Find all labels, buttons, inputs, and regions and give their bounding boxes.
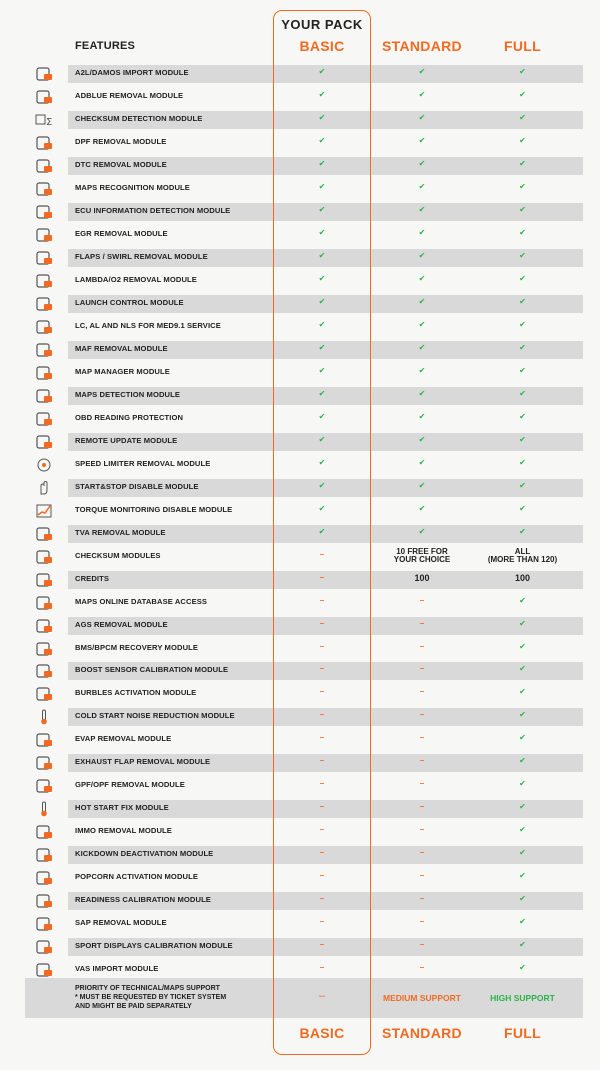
gpf-icon <box>33 777 55 795</box>
basic-value: ✔ <box>318 411 326 421</box>
basic-value: – <box>319 894 325 904</box>
table-row <box>0 110 600 130</box>
exhaust-icon <box>33 754 55 772</box>
basic-value: – <box>319 618 325 628</box>
evap-icon <box>33 731 55 749</box>
feature-name: VAS IMPORT MODULE <box>75 964 159 974</box>
table-row <box>0 570 600 590</box>
full-value: ✔ <box>519 434 526 444</box>
table-row <box>0 914 600 934</box>
feature-name: LC, AL AND NLS FOR MED9.1 SERVICE <box>75 320 221 330</box>
maf-icon <box>33 341 55 359</box>
full-value: 100 <box>514 572 531 583</box>
table-row <box>0 730 600 750</box>
feature-name: REMOTE UPDATE MODULE <box>75 435 178 445</box>
basic-value: – <box>319 687 325 697</box>
full-value: ✔ <box>519 388 526 398</box>
table-row <box>0 868 600 888</box>
feature-name: LAMBDA/O2 REMOVAL MODULE <box>75 274 197 284</box>
full-value: ✔ <box>519 365 526 375</box>
basic-value: ✔ <box>318 89 326 99</box>
support-line: AND MIGHT BE PAID SEPARATELY <box>75 1003 192 1010</box>
table-row <box>0 133 600 153</box>
table-row <box>0 202 600 222</box>
full-value: ✔ <box>519 67 526 76</box>
table-row <box>0 340 600 360</box>
basic-value: – <box>319 549 325 559</box>
basic-value: – <box>319 595 325 605</box>
support-row <box>0 978 600 1018</box>
full-value: ✔ <box>519 641 526 651</box>
standard-value: ✔ <box>418 365 426 375</box>
support-full-value: HIGH SUPPORT <box>490 993 555 1003</box>
basic-value: ✔ <box>318 434 326 444</box>
basic-value: ✔ <box>318 526 326 536</box>
basic-value: ✔ <box>318 388 326 398</box>
table-row <box>0 707 600 727</box>
kickdown-icon <box>33 846 55 864</box>
table-row <box>0 248 600 268</box>
table-row <box>0 937 600 957</box>
basic-value: ✔ <box>318 480 326 490</box>
feature-name: POPCORN ACTIVATION MODULE <box>75 872 199 882</box>
table-row <box>0 225 600 245</box>
your-pack-label: YOUR PACK <box>281 17 363 32</box>
full-value: ✔ <box>519 227 526 237</box>
full-value: ✔ <box>519 756 526 766</box>
column-header-basic: BASIC <box>299 38 345 54</box>
gauges-icon <box>33 938 55 956</box>
standard-value: ✔ <box>418 388 426 398</box>
thermometer-icon <box>33 708 55 726</box>
standard-value: ✔ <box>418 457 426 467</box>
standard-value: – <box>419 894 425 904</box>
feature-name: ECU INFORMATION DETECTION MODULE <box>75 205 231 215</box>
feature-name: IMMO REMOVAL MODULE <box>75 826 172 836</box>
full-value: ✔ <box>519 917 526 927</box>
full-value: ✔ <box>519 710 526 720</box>
standard-value: – <box>419 687 425 697</box>
lambda-icon <box>33 272 55 290</box>
table-row <box>0 501 600 521</box>
full-value: ✔ <box>519 825 526 835</box>
table-row <box>0 156 600 176</box>
feature-name: CHECKSUM MODULES <box>75 550 161 560</box>
footer-full-label: FULL <box>504 1025 541 1041</box>
table-row <box>0 524 600 544</box>
standard-value: – <box>419 940 425 950</box>
standard-value: ✔ <box>418 319 426 329</box>
basic-value: – <box>319 802 325 812</box>
graph-icon <box>33 502 55 520</box>
column-header-standard: STANDARD <box>382 38 462 54</box>
basic-value: – <box>319 779 325 789</box>
standard-value: – <box>419 917 425 927</box>
table-row <box>0 684 600 704</box>
feature-name: GPF/OPF REMOVAL MODULE <box>75 780 185 790</box>
table-row <box>0 593 600 613</box>
feature-name: CREDITS <box>75 573 110 583</box>
standard-value: – <box>419 825 425 835</box>
feature-name: TORQUE MONITORING DISABLE MODULE <box>75 504 233 514</box>
full-value: ✔ <box>519 848 526 858</box>
full-value: ✔ <box>519 273 526 283</box>
full-value: ✔ <box>519 963 526 973</box>
basic-value: – <box>319 756 325 766</box>
speedometer-icon <box>33 456 55 474</box>
basic-value: ✔ <box>318 67 326 76</box>
table-row <box>0 478 600 498</box>
table-row <box>0 776 600 796</box>
boost-icon <box>33 662 55 680</box>
immo-icon <box>33 823 55 841</box>
standard-value: – <box>419 710 425 720</box>
bms-icon <box>33 640 55 658</box>
column-header-full: FULL <box>504 38 541 54</box>
standard-value: ✔ <box>418 296 426 306</box>
sap-icon <box>33 915 55 933</box>
basic-value: ✔ <box>318 250 326 260</box>
basic-value: – <box>319 572 325 582</box>
standard-value: ✔ <box>418 181 426 191</box>
basic-value: – <box>319 710 325 720</box>
full-value: ✔ <box>519 618 526 628</box>
support-line: PRIORITY OF TECHNICAL/MAPS SUPPORT <box>75 985 220 992</box>
feature-name: EGR REMOVAL MODULE <box>75 228 168 238</box>
feature-name: MAF REMOVAL MODULE <box>75 343 168 353</box>
basic-value: – <box>319 917 325 927</box>
basic-value: ✔ <box>318 365 326 375</box>
feature-name: EXHAUST FLAP REMOVAL MODULE <box>75 757 211 767</box>
table-row <box>0 845 600 865</box>
basic-value: – <box>319 963 325 973</box>
table-row <box>0 455 600 475</box>
hot-thermometer-icon <box>33 800 55 818</box>
basic-value: ✔ <box>318 135 326 145</box>
feature-name: KICKDOWN DEACTIVATION MODULE <box>75 849 214 859</box>
remote-icon <box>33 433 55 451</box>
table-row <box>0 547 600 567</box>
feature-name: MAPS ONLINE DATABASE ACCESS <box>75 596 208 606</box>
full-value: ✔ <box>519 411 526 421</box>
full-value: ✔ <box>519 181 526 191</box>
standard-value: – <box>419 664 425 674</box>
full-value: ✔ <box>519 940 526 950</box>
feature-name: LAUNCH CONTROL MODULE <box>75 297 184 307</box>
feature-name: SAP REMOVAL MODULE <box>75 918 167 928</box>
standard-value: 10 FREE FOR YOUR CHOICE <box>393 546 451 564</box>
full-value: ✔ <box>519 526 526 536</box>
table-row <box>0 799 600 819</box>
full-value: ✔ <box>519 112 526 122</box>
feature-name: COLD START NOISE REDUCTION MODULE <box>75 711 235 721</box>
obd-icon <box>33 410 55 428</box>
full-value: ✔ <box>519 687 526 697</box>
standard-value: ✔ <box>418 135 426 145</box>
standard-value: ✔ <box>418 89 426 99</box>
feature-name: TVA REMOVAL MODULE <box>75 527 166 537</box>
feature-name: BOOST SENSOR CALIBRATION MODULE <box>75 665 229 675</box>
standard-value: ✔ <box>418 112 426 122</box>
full-value: ✔ <box>519 296 526 306</box>
full-value: ✔ <box>519 894 526 904</box>
filter-icon <box>33 134 55 152</box>
full-value: ✔ <box>519 204 526 214</box>
standard-value: – <box>419 802 425 812</box>
feature-name: A2L/DAMOS IMPORT MODULE <box>75 68 189 77</box>
footer-basic-label: BASIC <box>299 1025 345 1041</box>
full-value: ✔ <box>519 733 526 743</box>
basic-value: – <box>319 825 325 835</box>
basic-value: – <box>319 940 325 950</box>
launch-flag-icon <box>33 295 55 313</box>
feature-name: MAPS RECOGNITION MODULE <box>75 182 190 192</box>
dtc-icon <box>33 157 55 175</box>
standard-value: ✔ <box>418 273 426 283</box>
full-value: ✔ <box>519 158 526 168</box>
basic-value: – <box>319 664 325 674</box>
basic-value: – <box>319 871 325 881</box>
feature-name: BMS/BPCM RECOVERY MODULE <box>75 642 199 652</box>
feature-name: BURBLES ACTIVATION MODULE <box>75 688 197 698</box>
standard-value: ✔ <box>418 411 426 421</box>
table-row <box>0 639 600 659</box>
basic-value: ✔ <box>318 227 326 237</box>
map-manager-icon <box>33 364 55 382</box>
full-value: ✔ <box>519 779 526 789</box>
full-value: ✔ <box>519 89 526 99</box>
checksum-icon <box>33 548 55 566</box>
full-value: ✔ <box>519 319 526 329</box>
database-icon <box>33 594 55 612</box>
basic-value: – <box>319 848 325 858</box>
basic-value: – <box>319 733 325 743</box>
credits-icon <box>33 571 55 589</box>
table-row <box>0 64 600 84</box>
full-value: ✔ <box>519 457 526 467</box>
standard-value: ✔ <box>418 227 426 237</box>
table-row <box>0 753 600 773</box>
feature-name: READINESS CALIBRATION MODULE <box>75 895 211 905</box>
adblue-icon <box>33 88 55 106</box>
ecu-icon <box>33 203 55 221</box>
hand-icon <box>33 479 55 497</box>
full-value: ✔ <box>519 480 526 490</box>
standard-value: ✔ <box>418 434 426 444</box>
standard-value: ✔ <box>418 67 426 76</box>
basic-value: ✔ <box>318 273 326 283</box>
basic-value: ✔ <box>318 158 326 168</box>
full-value: ✔ <box>519 342 526 352</box>
feature-name: FLAPS / SWIRL REMOVAL MODULE <box>75 251 208 261</box>
full-value: ✔ <box>519 664 526 674</box>
basic-value: ✔ <box>318 503 326 513</box>
table-row <box>0 432 600 452</box>
table-row <box>0 386 600 406</box>
standard-value: – <box>419 595 425 605</box>
table-row <box>0 616 600 636</box>
basic-value: ✔ <box>318 457 326 467</box>
feature-name: CHECKSUM DETECTION MODULE <box>75 113 203 123</box>
standard-value: – <box>419 871 425 881</box>
egr-icon <box>33 226 55 244</box>
tva-icon <box>33 525 55 543</box>
features-heading: FEATURES <box>75 40 136 52</box>
standard-value: ✔ <box>418 503 426 513</box>
table-row <box>0 271 600 291</box>
table-row <box>0 179 600 199</box>
support-basic-value: – <box>318 990 326 1002</box>
flap-icon <box>33 249 55 267</box>
basic-value: ✔ <box>318 342 326 352</box>
standard-value: – <box>419 756 425 766</box>
feature-name: MAPS DETECTION MODULE <box>75 389 181 399</box>
launch-med-icon <box>33 318 55 336</box>
table-row <box>0 294 600 314</box>
standard-value: – <box>419 779 425 789</box>
feature-name: SPEED LIMITER REMOVAL MODULE <box>75 458 211 468</box>
svg-text:Σ: Σ <box>46 116 53 128</box>
table-row <box>0 891 600 911</box>
standard-value: ✔ <box>418 250 426 260</box>
basic-value: ✔ <box>318 319 326 329</box>
standard-value: ✔ <box>418 526 426 536</box>
maps-icon <box>33 180 55 198</box>
feature-name: START&STOP DISABLE MODULE <box>75 481 199 491</box>
standard-value: ✔ <box>418 204 426 214</box>
standard-value: 100 <box>414 572 430 583</box>
feature-name: MAP MANAGER MODULE <box>75 366 170 376</box>
table-row <box>0 87 600 107</box>
basic-value: – <box>319 641 325 651</box>
full-value: ✔ <box>519 250 526 260</box>
full-value: ALL (MORE THAN 120) <box>487 546 558 564</box>
feature-name: SPORT DISPLAYS CALIBRATION MODULE <box>75 941 233 951</box>
full-value: ✔ <box>519 871 526 881</box>
footer-standard-label: STANDARD <box>382 1025 462 1041</box>
table-row <box>0 363 600 383</box>
table-row <box>0 409 600 429</box>
standard-value: ✔ <box>418 158 426 168</box>
basic-value: ✔ <box>318 112 326 122</box>
table-row <box>0 822 600 842</box>
support-description <box>75 984 226 1011</box>
full-value: ✔ <box>519 503 526 513</box>
feature-name: ADBLUE REMOVAL MODULE <box>75 90 184 100</box>
standard-value: – <box>419 848 425 858</box>
feature-name: EVAP REMOVAL MODULE <box>75 734 172 744</box>
basic-value: ✔ <box>318 204 326 214</box>
basic-value: ✔ <box>318 296 326 306</box>
readiness-icon <box>33 892 55 910</box>
standard-value: – <box>419 641 425 651</box>
support-standard-value: MEDIUM SUPPORT <box>383 993 461 1003</box>
table-row <box>0 661 600 681</box>
feature-name: HOT START FIX MODULE <box>75 803 169 813</box>
table-row <box>0 317 600 337</box>
file-icon <box>33 65 55 83</box>
popcorn-icon <box>33 869 55 887</box>
standard-value: ✔ <box>418 480 426 490</box>
burbles-icon <box>33 685 55 703</box>
feature-name: DPF REMOVAL MODULE <box>75 136 167 146</box>
full-value: ✔ <box>519 135 526 145</box>
standard-value: – <box>419 618 425 628</box>
feature-name: DTC REMOVAL MODULE <box>75 159 167 169</box>
maps-detect-icon <box>33 387 55 405</box>
standard-value: ✔ <box>418 342 426 352</box>
standard-value: – <box>419 733 425 743</box>
feature-name: AGS REMOVAL MODULE <box>75 619 168 629</box>
standard-value: – <box>419 963 425 973</box>
support-line: * MUST BE REQUESTED BY TICKET SYSTEM <box>75 994 227 1001</box>
full-value: ✔ <box>519 595 526 605</box>
basic-value: ✔ <box>318 181 326 191</box>
full-value: ✔ <box>519 802 526 812</box>
ags-icon <box>33 617 55 635</box>
feature-name: OBD READING PROTECTION <box>75 412 184 422</box>
vas-icon <box>33 961 55 979</box>
sigma-icon <box>33 111 55 129</box>
